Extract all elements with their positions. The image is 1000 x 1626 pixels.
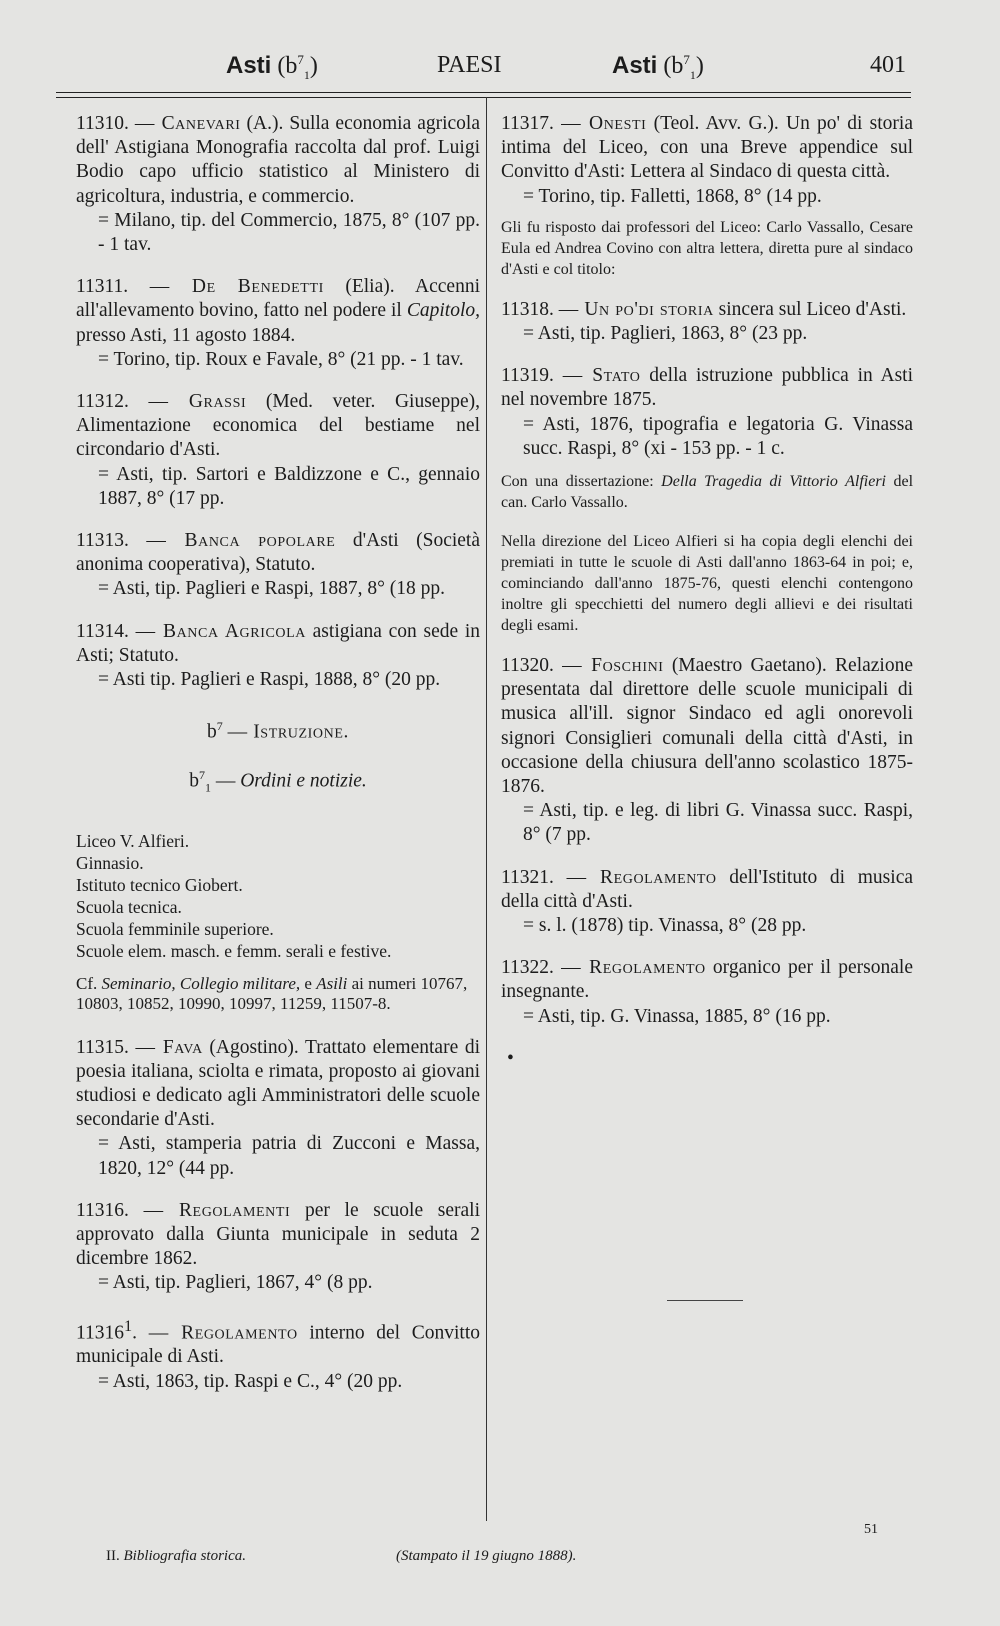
entry-number: 11310. — [76, 113, 129, 134]
entry-number: 11317. — [501, 113, 554, 134]
section-code-sup: 7 — [216, 719, 223, 734]
entry-author: — Stato — [562, 365, 641, 387]
entry-author: — Regolamento — [561, 957, 706, 979]
entry-publication: = Asti, 1863, tip. Raspi e C., 4° (20 pp. — [98, 1370, 403, 1392]
entry-text: dell'Istituto di musica della città d'Asti. — [501, 866, 913, 912]
section-code: b — [207, 721, 217, 743]
entry-text-cont: presso Asti, 11 agosto 1884. — [76, 324, 296, 346]
entry-publication: = Torino, tip. Falletti, 1868, 8° (14 pp. — [523, 185, 822, 207]
entry-publication: = s. l. (1878) tip. Vinassa, 8° (28 pp. — [523, 915, 807, 937]
entry-11321 — [501, 866, 913, 939]
column-divider — [486, 97, 487, 1521]
entry-11319 — [501, 364, 913, 461]
bullet-mark: • — [507, 1047, 514, 1069]
subsection-dash: — — [215, 770, 241, 792]
header-right-code: (b — [663, 53, 684, 79]
note-suffix: del can. Carlo Vassallo. — [501, 473, 914, 512]
school-item: Ginnasio. — [76, 852, 144, 873]
header-left — [226, 52, 318, 83]
entry-text: (Maestro Gaetano). Relazione presentata dal direttore delle scuole municipali di musica all'ill. signor Sindaco ed agli onorevoli signori Consiglieri comunali della città d'Asti, in occasione della chiusura dell'anno scolastico 1875-1876. — [501, 655, 914, 798]
entry-publication: = Asti, tip. e leg. di libri G. Vinassa succ. Raspi, 8° (7 pp. — [523, 800, 913, 846]
school-item: Scuole elem. masch. e femm. serali e festive. — [76, 940, 392, 961]
entry-number: 11315. — [76, 1036, 129, 1058]
header-left-sup: 7 — [297, 52, 304, 67]
entry-author: — Banca popolare — [146, 530, 336, 552]
entry-number: 11313. — [76, 530, 129, 552]
entry-number: 11321. — [501, 866, 554, 888]
entry-11320 — [501, 654, 913, 848]
footer-left-prefix: II. — [106, 1548, 124, 1564]
left-column — [76, 112, 480, 1412]
cf-italic: Seminario, Collegio militare, — [101, 973, 301, 993]
entry-number: 11314. — [76, 620, 129, 642]
entry-note: Gli fu risposto dai professori del Liceo: Carlo Vassallo, Cesare Eula ed Andrea Covino con altra lettera, diretta pure al sindaco d'Asti e col titolo: — [501, 218, 913, 278]
entry-11316 — [76, 1199, 480, 1296]
entry-number: 11320. — [501, 655, 554, 677]
header-right-sup: 7 — [683, 52, 690, 67]
entry-author: — Regolamento — [566, 866, 717, 888]
entry-11314 — [76, 620, 480, 693]
entry-number: 11316 — [76, 1322, 125, 1344]
entry-11311 — [76, 275, 480, 372]
entry-text: (A.). Sulla economia agricola dell' Astigiana Monografia raccolta dal prof. Luigi Bodio capo ufficio statistico al Ministero di agricoltura, industria, e commercio. — [76, 113, 481, 207]
entry-author: — Regolamenti — [143, 1199, 291, 1221]
school-item: Istituto tecnico Giobert. — [76, 874, 243, 895]
header-center: PAESI — [437, 52, 502, 78]
entry-number: 11316. — [76, 1199, 129, 1221]
entry-number: 11312. — [76, 391, 129, 413]
school-item: Scuola tecnica. — [76, 896, 182, 917]
entry-author: — Regolamento — [148, 1322, 298, 1344]
note-italic: Della Tragedia di Vittorio Alfieri — [661, 473, 886, 491]
entry-11318 — [501, 298, 913, 346]
entry-11315 — [76, 1036, 480, 1181]
entry-text: della istruzione pubblica in Asti nel novembre 1875. — [501, 365, 913, 411]
header-left-place: Asti — [226, 52, 272, 79]
entry-11322 — [501, 956, 913, 1029]
entry-11310 — [76, 112, 480, 257]
cf-italic2: Asili — [316, 973, 348, 993]
entry-text: (Elia). Accenni all'allevamento bovino, fatto nel podere il — [76, 276, 481, 322]
entry-note-dissertation — [501, 471, 913, 513]
header-rule-thick — [56, 92, 911, 93]
entry-author: — De Benedetti — [149, 276, 324, 298]
entry-number: 11318. — [501, 298, 554, 320]
entry-italic-title: Capitolo, — [406, 300, 480, 322]
header-right-close: ) — [695, 53, 704, 79]
entry-publication: = Asti, tip. Sartori e Baldizzone e C., gennaio 1887, 8° (17 pp. — [98, 463, 480, 509]
right-column — [501, 112, 913, 1071]
entry-note-lists: Nella direzione del Liceo Alfieri si ha copia degli elenchi dei premiati in tutte le scuole di Asti dall'anno 1863-64 in poi; e, cominciando dall'anno 1875-76, questi elenchi contengono inoltre gli specchietti del numero degli allievi e dei risultati degli esami. — [501, 533, 913, 635]
cf-mid: e — [300, 973, 317, 993]
cf-prefix: Cf. — [76, 973, 102, 993]
school-item: Scuola femminile superiore. — [76, 918, 274, 939]
entry-11313 — [76, 529, 480, 602]
entry-author: — Un po'di storia — [558, 298, 714, 320]
running-header — [0, 52, 1000, 92]
entry-publication: = Milano, tip. del Commercio, 1875, 8° (107 pp. - 1 tav. — [98, 209, 480, 256]
entry-author: — Foschini — [562, 655, 664, 677]
entry-text: (Agostino). Trattato elementare di poesia italiana, sciolta e rimata, proposto ai giovani studiosi e dedicato agli Amministratori delle scuole secondarie d'Asti. — [76, 1036, 480, 1131]
entry-11316-1 — [76, 1314, 480, 1394]
note-prefix: Con una dissertazione: — [501, 473, 662, 491]
header-rule-thin — [56, 97, 911, 98]
entry-publication: = Asti, tip. Paglieri, 1863, 8° (23 pp. — [523, 323, 808, 345]
footer-left — [106, 1548, 246, 1565]
header-right-sub: 1 — [689, 67, 696, 82]
entry-text: d'Asti (Società anonima cooperativa), Statuto. — [76, 530, 480, 576]
entry-publication: = Asti tip. Paglieri e Raspi, 1888, 8° (20 pp. — [98, 669, 441, 691]
schools-list — [76, 830, 480, 962]
entry-publication: = Asti, stamperia patria di Zucconi e Massa, 1820, 12° (44 pp. — [98, 1133, 480, 1179]
header-left-sub: 1 — [303, 67, 310, 82]
section-title: — Istruzione. — [227, 721, 349, 743]
subsection-code: b — [189, 770, 199, 792]
entry-text: (Med. veter. Giuseppe), Alimentazione economica del bestiame nel circondario d'Asti. — [76, 391, 480, 461]
entry-number-dot: . — [132, 1322, 138, 1344]
entry-publication: = Asti, tip. Paglieri e Raspi, 1887, 8° (18 pp. — [98, 578, 446, 600]
entry-11312 — [76, 390, 480, 511]
subsection-heading — [76, 763, 480, 800]
footer-center: (Stampato il 19 giugno 1888). — [396, 1548, 577, 1564]
header-left-close: ) — [309, 53, 318, 79]
cf-suffix: ai numeri 10767, 10803, 10852, 10990, 10997, 11259, 11507-8. — [76, 973, 468, 1013]
entry-publication: = Asti, 1876, tipografia e legatoria G. Vinassa succ. Raspi, 8° (xi - 153 pp. - 1 c. — [523, 413, 913, 459]
entry-author: — Fava — [135, 1036, 203, 1058]
entry-text: organico per il personale insegnante. — [501, 957, 913, 1003]
entry-publication: = Torino, tip. Roux e Favale, 8° (21 pp. - 1 tav. — [98, 348, 464, 370]
entry-author: — Banca Agricola — [135, 620, 306, 642]
entry-publication: = Asti, tip. G. Vinassa, 1885, 8° (16 pp. — [523, 1005, 831, 1027]
entry-number-sup: 1 — [124, 1316, 133, 1335]
entry-author: — Grassi — [148, 391, 247, 413]
entry-number: 11319. — [501, 365, 554, 387]
section-heading — [76, 714, 480, 745]
subsection-code-sup: 7 — [198, 767, 205, 782]
entry-text: (Teol. Avv. G.). Un po' di storia intima del Liceo, con una Breve appendice sul Convitto d'Asti: Lettera al Sindaco di questa città. — [501, 113, 913, 183]
cross-reference — [76, 974, 480, 1014]
subsection-code-sub: 1 — [204, 780, 211, 795]
header-left-code: (b — [277, 53, 298, 79]
entry-author: — Onesti — [561, 113, 647, 134]
subsection-title: Ordini e notizie. — [240, 770, 367, 792]
school-item: Liceo V. Alfieri. — [76, 830, 190, 851]
entry-author: — Canevari — [134, 113, 241, 134]
header-right-place: Asti — [612, 52, 658, 79]
entry-publication: = Asti, tip. Paglieri, 1867, 4° (8 pp. — [98, 1272, 373, 1294]
entry-11317 — [501, 112, 913, 209]
entry-number: 11322. — [501, 957, 554, 979]
entry-number: 11311. — [76, 276, 129, 298]
page-number: 401 — [870, 52, 906, 78]
entry-text: interno del Convitto municipale di Asti. — [76, 1322, 480, 1368]
signature-number: 51 — [864, 1522, 878, 1537]
footer-left-title: Bibliografia storica. — [123, 1548, 247, 1564]
header-right — [612, 52, 704, 83]
entry-text: astigiana con sede in Asti; Statuto. — [76, 620, 480, 666]
end-rule — [667, 1300, 743, 1301]
entry-text: sincera sul Liceo d'Asti. — [713, 298, 907, 320]
entry-text: per le scuole serali approvato dalla Giunta municipale in seduta 2 dicembre 1862. — [76, 1199, 480, 1270]
